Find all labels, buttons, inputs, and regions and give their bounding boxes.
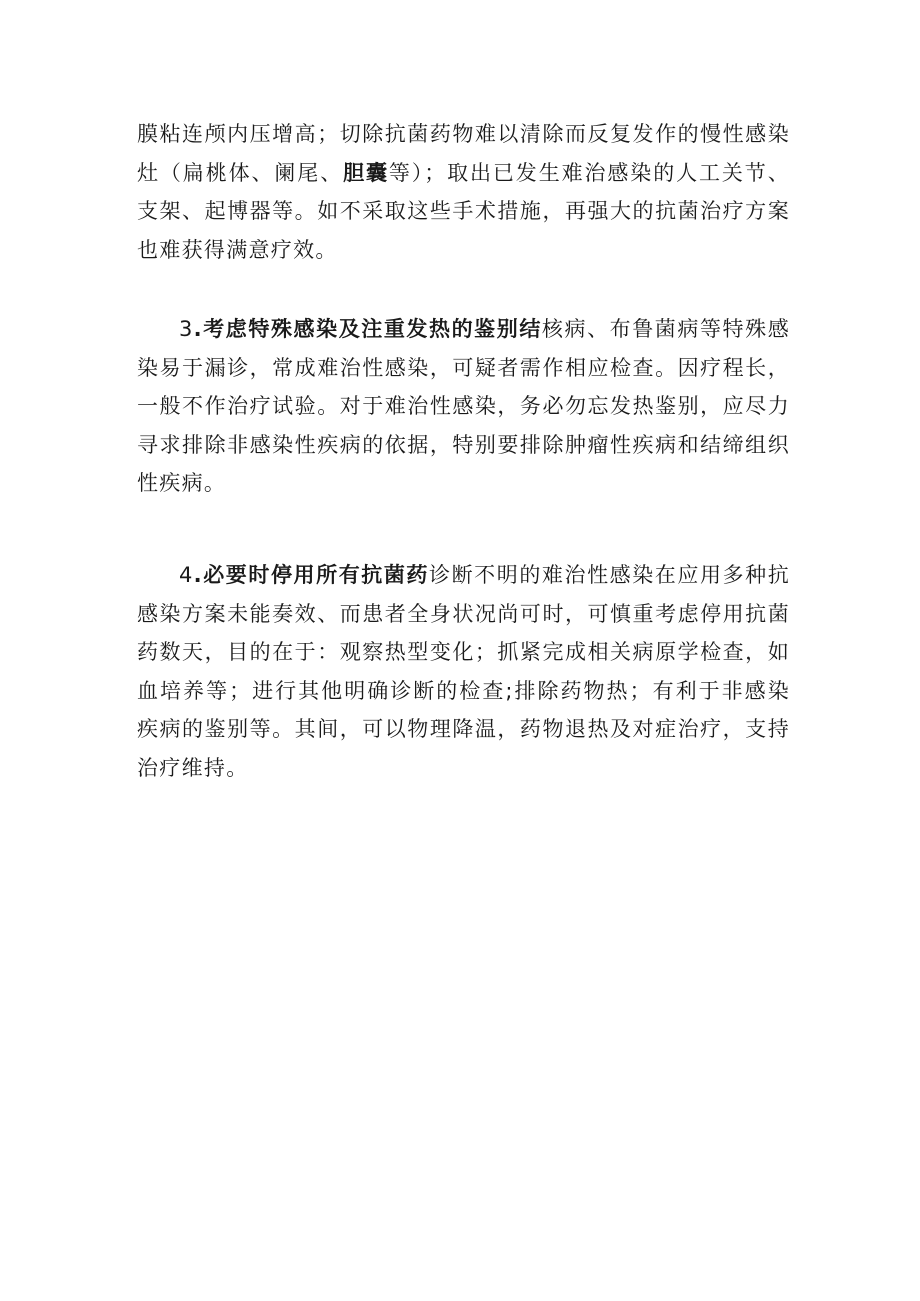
section-heading: .考虑特殊感染及注重发热的鉴别结: [193, 317, 542, 341]
section-number: 3: [179, 317, 194, 341]
paragraph-text: 诊断不明的难治性感染在应用多种抗感染方案未能奏效、而患者全身状况尚可时，可慎重考虑停用抗菌药数天，目的在于：观察热型变化；抓紧完成相关病原学检查，如血培养等；进行其他明确诊断的检查;排除药物热；有利于非感染疾病的鉴别等。其间，可以物理降温，药物退热及对症治疗，支持治疗维持。: [137, 563, 790, 780]
bold-term-gallbladder: 胆囊: [343, 160, 389, 185]
paragraph-text: 等）；取出已发生难治感染的人工关节、支架、起博器等。如不采取这些手术措施，再强大的抗菌治疗方案也难获得满意疗效。: [137, 160, 790, 262]
paragraph-surgical-measures: [137, 115, 790, 269]
paragraph-text: 核病、布鲁菌病等特殊感染易于漏诊，常成难治性感染，可疑者需作相应检查。因疗程长，一般不作治疗试验。对于难治性感染，务必勿忘发热鉴别，应尽力寻求排除非感染性疾病的依据，特别要排除肿瘤性疾病和结缔组织性疾病。: [137, 317, 790, 495]
paragraph-text: 膜粘连颅内压增高；切除抗菌药物难以清除而反复发作的慢性感染灶（扁桃体、阑尾、: [137, 122, 790, 185]
section-heading: .必要时停用所有抗菌药: [193, 563, 430, 587]
paragraph-special-infections: [137, 310, 790, 503]
paragraph-stop-antibiotics: [137, 556, 790, 787]
section-number: 4: [179, 563, 194, 587]
